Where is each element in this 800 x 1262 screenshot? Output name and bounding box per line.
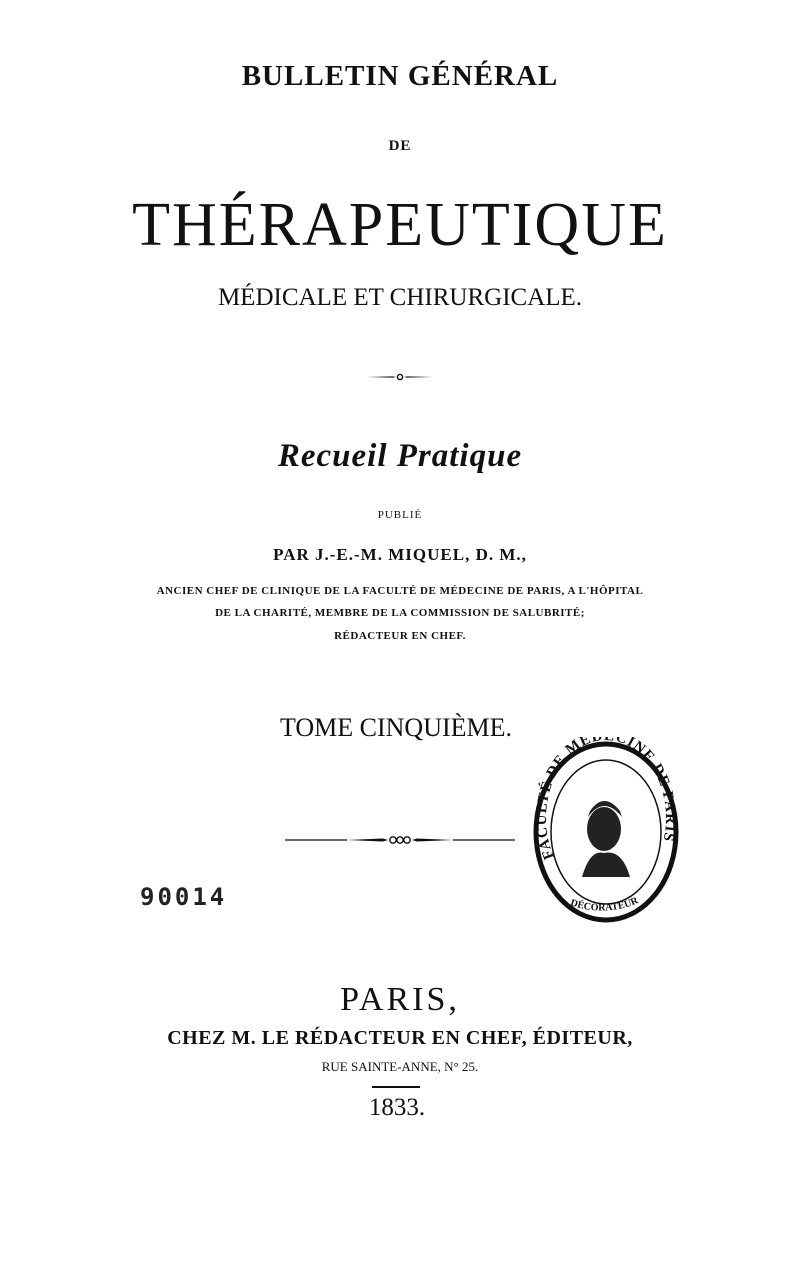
svg-text:DÉCORATEUR bbox=[569, 895, 641, 914]
shelfmark-number: 90014 bbox=[140, 883, 228, 911]
imprint-publisher: CHEZ M. LE RÉDACTEUR EN CHEF, ÉDITEUR, bbox=[167, 1027, 633, 1049]
stamp-text-top: FACULTÉ DE MÉ CINE DE PARIS bbox=[533, 737, 679, 862]
credentials-line-1: ANCIEN CHEF DE CLINIQUE DE LA FACULTÉ DE MÉDECINE DE PARIS, A L'HÔPITAL bbox=[156, 585, 644, 597]
stamp-portrait-icon bbox=[582, 801, 630, 877]
imprint-address: RUE SAINTE-ANNE, N° 25. bbox=[321, 1059, 479, 1074]
subtitle: MÉDICALE ET CHIRURGICALE. bbox=[217, 284, 583, 311]
volume-title: TOME CINQUIÈME. bbox=[279, 713, 513, 742]
imprint-year: 1833. bbox=[368, 1094, 426, 1121]
main-title: THÉRAPEUTIQUE bbox=[132, 191, 668, 259]
imprint-rule bbox=[372, 1086, 420, 1088]
title-line-2: DE bbox=[388, 138, 412, 154]
title-line-1: BULLETIN GÉNÉRAL bbox=[241, 60, 559, 92]
published-label: PUBLIÉ bbox=[377, 509, 423, 521]
credentials-line-3: RÉDACTEUR EN CHEF. bbox=[334, 630, 466, 642]
author-line: PAR J.-E.-M. MIQUEL, D. M., bbox=[273, 545, 527, 564]
ornament-divider-small bbox=[0, 370, 800, 388]
credentials-line-2: DE LA CHARITÉ, MEMBRE DE LA COMMISSION DE SALUBRITÉ; bbox=[215, 607, 585, 619]
imprint-city: PARIS, bbox=[340, 981, 460, 1018]
library-stamp bbox=[530, 737, 682, 927]
gothic-title: Recueil Pratique bbox=[277, 438, 523, 474]
stamp-text-bottom: DÉCORATEUR bbox=[568, 895, 640, 914]
